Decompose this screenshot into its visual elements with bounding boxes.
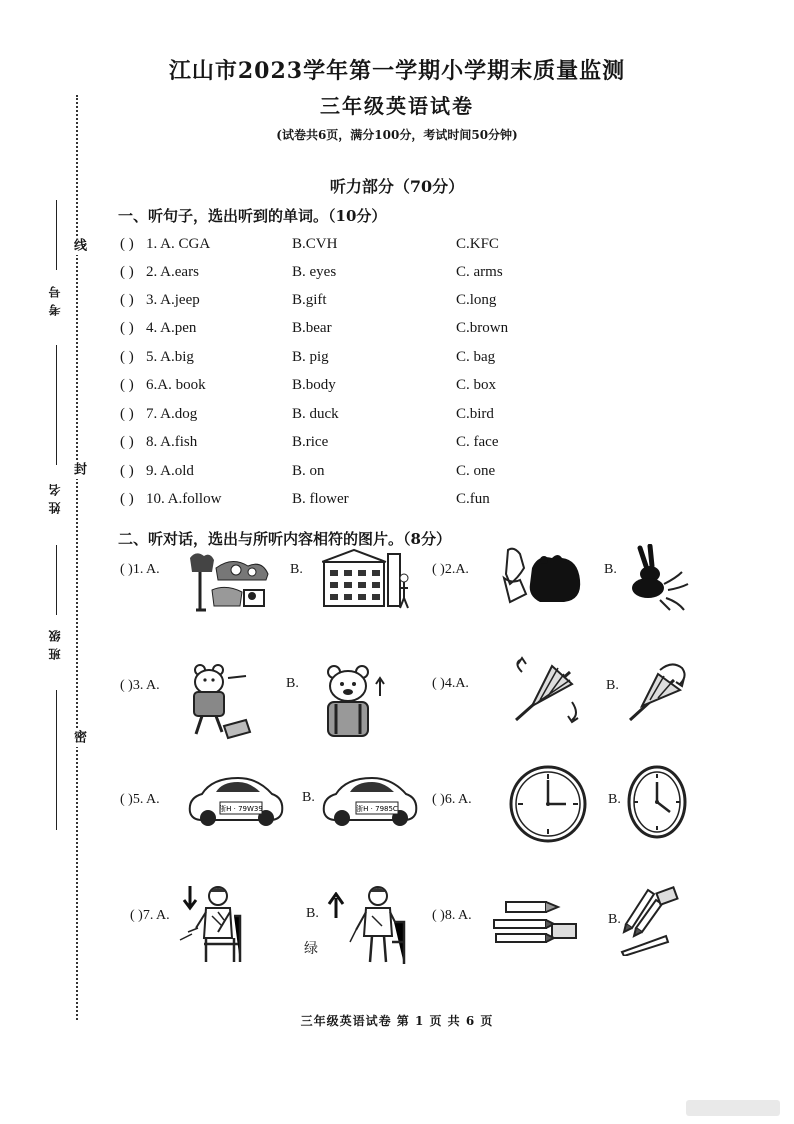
option-b: B. eyes — [292, 264, 337, 280]
option-a: 9. A.old — [146, 463, 194, 479]
option-c: C.long — [456, 292, 497, 308]
page-footer: 三年级英语试卷 第 1 页 共 6 页 — [300, 1014, 494, 1028]
seal-dotted-line — [76, 95, 78, 1020]
q7-option-b-word: 绿 — [304, 942, 318, 957]
bear-shadow-icon[interactable] — [500, 544, 588, 610]
plate-text-b: 浙H · 7985C — [356, 805, 398, 813]
option-b: B.CVH — [292, 236, 338, 252]
option-c: C. bag — [456, 349, 496, 365]
park-scene-icon[interactable] — [186, 550, 270, 612]
field-label-class: 班级 — [48, 624, 62, 660]
answer-blank[interactable]: ( ) — [120, 264, 134, 280]
option-c: C.fun — [456, 491, 490, 507]
clock-icon[interactable] — [508, 764, 588, 844]
option-a: 5. A.big — [146, 349, 194, 365]
option-b: B. flower — [292, 491, 349, 507]
list-item — [120, 491, 580, 515]
school-building-icon[interactable] — [322, 548, 412, 612]
list-item — [120, 349, 580, 373]
bear-backpack-icon[interactable] — [322, 662, 392, 742]
q6-option-b[interactable]: B. — [608, 792, 621, 807]
field-label-name: 姓名 — [48, 478, 62, 514]
option-b: B.gift — [292, 292, 327, 308]
option-a: 1. A. CGA — [146, 236, 211, 252]
exam-subtitle: 三年级英语试卷 — [320, 94, 474, 118]
option-a: 6.A. book — [146, 377, 206, 393]
option-a: 8. A.fish — [146, 434, 198, 450]
q2-option-b[interactable]: B. — [604, 562, 617, 577]
option-a: 2. A.ears — [146, 264, 199, 280]
rabbit-shadow-icon[interactable] — [624, 544, 694, 612]
umbrella-closing-icon[interactable] — [508, 656, 590, 726]
option-a: 7. A.dog — [146, 406, 198, 422]
clock-icon[interactable] — [626, 764, 688, 840]
school-line[interactable] — [56, 690, 57, 830]
seal-word-mi: 密 — [64, 730, 88, 747]
answer-blank[interactable]: ( ) — [120, 349, 134, 365]
umbrella-opening-icon[interactable] — [624, 660, 692, 726]
option-b: B. on — [292, 463, 325, 479]
q3-label[interactable]: ( )3. A. — [120, 678, 160, 693]
option-c: C.KFC — [456, 236, 499, 252]
plate-text-a: 浙H · 79W39 — [219, 805, 263, 813]
q3-option-b[interactable]: B. — [286, 676, 299, 691]
section2-heading: 二、听对话，选出与所听内容相符的图片。（8分） — [118, 530, 451, 548]
option-b: B. duck — [292, 406, 339, 422]
name-line[interactable] — [56, 345, 57, 465]
arrow-up-icon — [326, 892, 346, 920]
boy-sitting-icon[interactable] — [178, 882, 248, 966]
answer-blank[interactable]: ( ) — [120, 377, 134, 393]
list-item — [120, 292, 580, 316]
option-a: 3. A.jeep — [146, 292, 200, 308]
scanner-watermark — [686, 1100, 780, 1116]
option-a: 10. A.follow — [146, 491, 222, 507]
section1-heading: 一、听句子，选出听到的单词。（10分） — [118, 207, 387, 225]
field-label-exam-number: 考号 — [48, 280, 62, 316]
option-b: B. pig — [292, 349, 329, 365]
q8-label[interactable]: ( )8. A. — [432, 908, 472, 923]
exam-number-line[interactable] — [56, 200, 57, 270]
q4-option-b[interactable]: B. — [606, 678, 619, 693]
seal-word-xian: 线 — [64, 238, 88, 255]
pencils-eraser-icon[interactable] — [618, 884, 682, 956]
list-item — [120, 320, 580, 344]
option-c: C. box — [456, 377, 497, 393]
q8-option-b[interactable]: B. — [608, 912, 621, 927]
q5-option-b[interactable]: B. — [302, 790, 315, 805]
list-item — [120, 406, 580, 430]
option-b: B.bear — [292, 320, 332, 336]
answer-blank[interactable]: ( ) — [120, 434, 134, 450]
q4-label[interactable]: ( )4.A. — [432, 676, 469, 691]
option-c: C. face — [456, 434, 499, 450]
list-item — [120, 463, 580, 487]
q2-label[interactable]: ( )2.A. — [432, 562, 469, 577]
q7-option-b[interactable]: B. — [306, 906, 319, 921]
option-c: C.brown — [456, 320, 509, 336]
car-icon[interactable] — [186, 770, 286, 830]
boy-standing-icon[interactable] — [346, 882, 410, 966]
answer-blank[interactable]: ( ) — [120, 292, 134, 308]
answer-blank[interactable]: ( ) — [120, 491, 134, 507]
option-a: 4. A.pen — [146, 320, 197, 336]
exam-title: 江山市2023学年第一学期小学期末质量监测 — [168, 58, 626, 84]
q1-option-b[interactable]: B. — [290, 562, 303, 577]
list-item — [120, 377, 580, 401]
q6-label[interactable]: ( )6. A. — [432, 792, 472, 807]
q5-label[interactable]: ( )5. A. — [120, 792, 160, 807]
q7-label[interactable]: ( )7. A. — [130, 908, 170, 923]
q1-label[interactable]: ( )1. A. — [120, 562, 160, 577]
list-item — [120, 264, 580, 288]
option-c: C.bird — [456, 406, 494, 422]
seal-word-feng: 封 — [64, 462, 88, 479]
answer-blank[interactable]: ( ) — [120, 463, 134, 479]
pencils-eraser-icon[interactable] — [492, 898, 582, 952]
bear-walking-icon[interactable] — [188, 660, 254, 744]
car-icon[interactable] — [320, 770, 420, 830]
class-line[interactable] — [56, 545, 57, 615]
option-b: B.rice — [292, 434, 329, 450]
option-c: C. one — [456, 463, 496, 479]
option-c: C. arms — [456, 264, 503, 280]
answer-blank[interactable]: ( ) — [120, 406, 134, 422]
exam-note: (试卷共6页，满分100分，考试时间50分钟) — [276, 128, 518, 142]
option-b: B.body — [292, 377, 336, 393]
list-item — [120, 236, 580, 260]
list-item — [120, 434, 580, 458]
answer-blank[interactable]: ( ) — [120, 236, 134, 252]
answer-blank[interactable]: ( ) — [120, 320, 134, 336]
listening-part-title: 听力部分（70分） — [329, 177, 465, 196]
